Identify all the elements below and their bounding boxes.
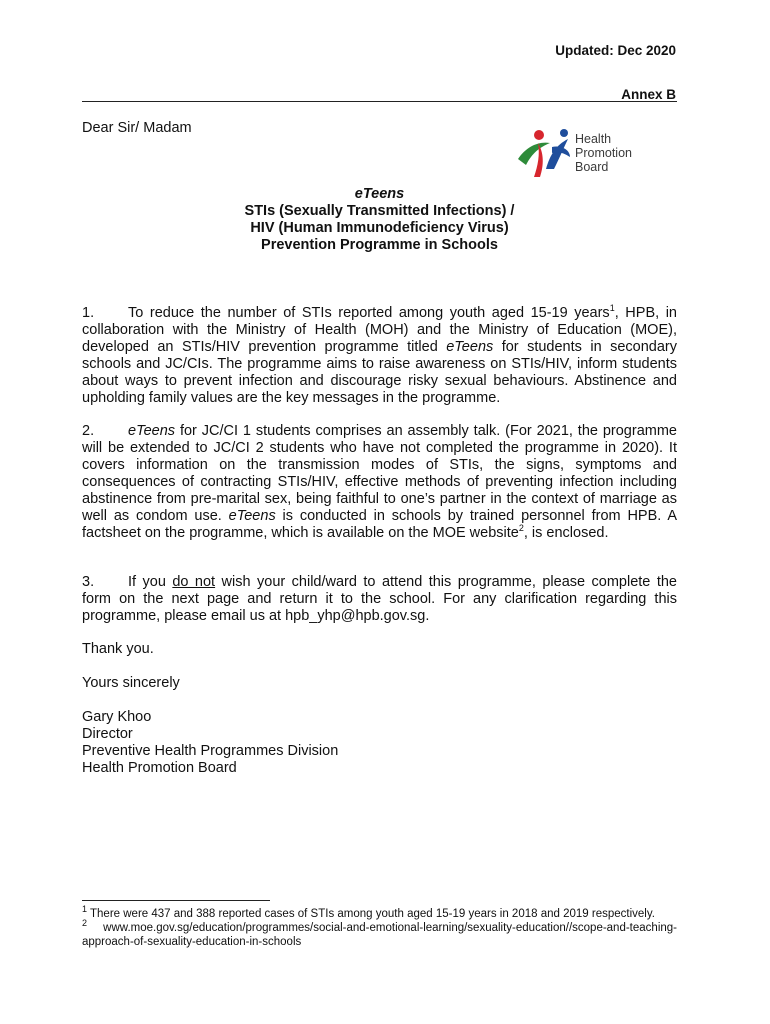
logo-text xyxy=(575,132,632,174)
title-line-4: Prevention Programme in Schools xyxy=(261,237,498,253)
logo-line-2: Promotion xyxy=(575,146,632,160)
annex-label: Annex B xyxy=(621,87,676,102)
paragraph-text: , is enclosed. xyxy=(523,525,609,541)
signatory-division: Preventive Health Programmes Division xyxy=(82,743,339,759)
updated-date: Updated: Dec 2020 xyxy=(555,43,676,58)
signatory-org: Health Promotion Board xyxy=(82,760,237,776)
paragraph-text: If you xyxy=(128,574,173,590)
hpb-logo xyxy=(512,125,662,183)
footnote-ref-2: 2 xyxy=(518,523,524,534)
logo-line-1: Health xyxy=(575,132,612,146)
paragraph-text: for students in secondary schools and JC/CIs. The programme aims to raise awareness on STIs/HIV, inform students about ways to prevent infection and discourage risky sexual behaviours. Abstinence and upholding family values are the key messages in the programme. xyxy=(82,339,677,406)
paragraph-text: wish your child/ward to attend this programme, please complete the form on the next page and return it to the school. For any clarification regarding this programme, please email us at hpb_yhp@hpb.gov.sg. xyxy=(82,574,677,624)
title-program-name: eTeens xyxy=(354,186,405,202)
signatory-role: Director xyxy=(82,726,133,742)
footnote-1-text: There were 437 and 388 reported cases of STIs among youth aged 15-19 years in 2018 and 2019 respectively. xyxy=(87,908,655,920)
paragraph-text: for JC/CI 1 students comprises an assembly talk. (For 2021, the programme will be extended to JC/CI 2 students who have not completed the programme in 2020). It covers information on the transmission modes of STIs, the signs, symptoms and consequences of contracting STIs/HIV, effective methods of preventing infection including abstinence from pre-marital sex, being faithful to one’s partner in the context of marriage as well as condom use. xyxy=(82,423,677,524)
thanks-line: Thank you. xyxy=(82,641,154,657)
paragraph-number: 3. xyxy=(82,574,95,590)
footnote-ref-1: 1 xyxy=(609,303,615,314)
paragraph-number: 2. xyxy=(82,423,95,439)
paragraph-text: To reduce the number of STIs reported among youth aged 15-19 years xyxy=(128,305,610,321)
paragraph-text: is conducted in schools by trained personnel from HPB. A factsheet on the programme, which is available on the MOE website xyxy=(82,508,677,541)
sign-off: Yours sincerely xyxy=(82,675,180,691)
programme-name: eTeens xyxy=(228,508,276,524)
footnote-rule xyxy=(82,900,270,901)
document-title xyxy=(82,186,677,254)
hpb-logo-icon xyxy=(512,125,574,183)
paragraph-1 xyxy=(82,305,677,407)
paragraph-text: , HPB, in collaboration with the Ministry of Health (MOH) and the Ministry of Education (MOE), developed an STIs/HIV prevention programme titled xyxy=(82,305,677,355)
emphasis-do-not: do not xyxy=(172,574,216,590)
footnote-1-number: 1 xyxy=(82,904,88,915)
signature-block xyxy=(82,709,338,777)
salutation: Dear Sir/ Madam xyxy=(82,120,192,136)
header-rule xyxy=(82,101,677,102)
paragraph-3 xyxy=(82,574,677,625)
footnotes xyxy=(82,904,677,949)
programme-name: eTeens xyxy=(128,423,176,439)
signatory-name: Gary Khoo xyxy=(82,709,152,725)
footnote-2-number: 2 xyxy=(82,918,88,929)
paragraph-number: 1. xyxy=(82,305,95,321)
footnote-2 xyxy=(82,918,677,949)
paragraph-2 xyxy=(82,423,677,542)
title-line-3: HIV (Human Immunodeficiency Virus) xyxy=(250,220,509,236)
footnote-1 xyxy=(82,904,677,921)
footnote-2-text: www.moe.gov.sg/education/programmes/social-and-emotional-learning/sexuality-education//scope-and-teaching-approach-of-sexuality-education-in-schools xyxy=(82,922,677,948)
logo-line-3: Board xyxy=(575,160,609,174)
title-line-2: STIs (Sexually Transmitted Infections) / xyxy=(244,203,515,219)
programme-name: eTeens xyxy=(446,339,494,355)
